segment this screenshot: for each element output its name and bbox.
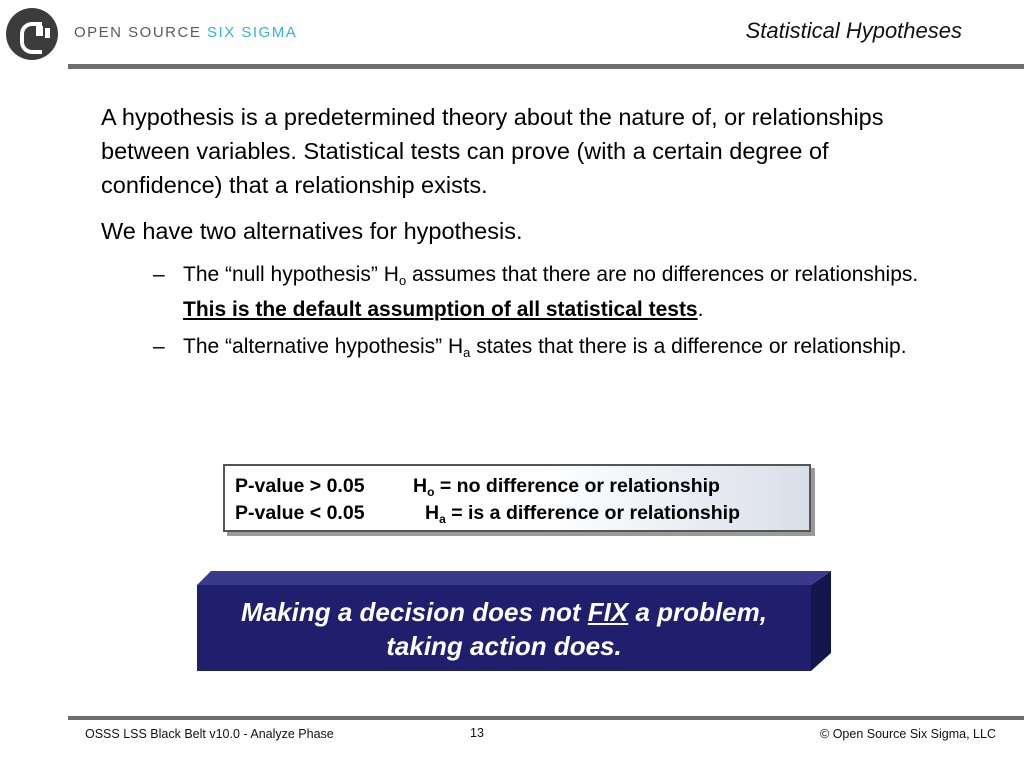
banner-top-face xyxy=(197,571,831,585)
alternatives-paragraph: We have two alternatives for hypothesis. xyxy=(101,218,523,244)
logo-bar xyxy=(36,26,43,36)
bullet-text: The “null hypothesis” H xyxy=(183,263,399,286)
hypothesis-symbol: H xyxy=(425,502,440,524)
subscript: o xyxy=(398,273,407,288)
bullet-dash: – xyxy=(153,335,165,358)
alternative-hypothesis-item xyxy=(101,332,941,367)
footer-copyright: © Open Source Six Sigma, LLC xyxy=(820,727,996,741)
subscript: a xyxy=(463,345,471,360)
brand-text: OPEN SOURCE xyxy=(74,24,208,41)
osss-logo-icon xyxy=(6,8,58,60)
page-number: 13 xyxy=(470,726,484,740)
pvalue-row-alternative xyxy=(235,502,740,526)
header-divider xyxy=(68,64,1024,69)
footer-divider xyxy=(68,716,1024,720)
logo-bar xyxy=(45,28,50,38)
pvalue-box xyxy=(223,464,811,532)
pvalue-condition: P-value < 0.05 xyxy=(235,502,365,524)
bullet-dash: – xyxy=(153,263,165,286)
default-assumption-emphasis: This is the default assumption of all statistical tests xyxy=(183,298,698,321)
brand-accent-text: SIX SIGMA xyxy=(207,24,298,41)
null-hypothesis-item xyxy=(101,260,941,324)
banner-side-face xyxy=(811,571,831,671)
subscript: o xyxy=(427,485,435,499)
banner-text xyxy=(197,595,811,663)
slide-body xyxy=(101,100,941,375)
definition-paragraph: A hypothesis is a predetermined theory about the nature of, or relationships between variables. Statistical tests can prove (with a certain degree of confidence) that a relationship exists. xyxy=(101,104,884,198)
pvalue-condition: P-value > 0.05 xyxy=(235,475,365,497)
pvalue-row-null xyxy=(235,475,720,499)
banner-line-1 xyxy=(197,595,811,629)
banner-text-part: Making a decision does not xyxy=(241,597,588,627)
hypothesis-list xyxy=(101,260,941,367)
pvalue-meaning: = no difference or relationship xyxy=(434,475,720,497)
decision-banner xyxy=(197,571,831,671)
brand-name xyxy=(74,24,297,41)
banner-line-2: taking action does. xyxy=(386,631,622,661)
bullet-text: assumes that there are no differences or relationships. xyxy=(406,263,919,286)
bullet-text: states that there is a difference or relationship. xyxy=(470,335,907,358)
slide-title: Statistical Hypotheses xyxy=(745,18,962,43)
banner-text-part: a problem, xyxy=(628,597,767,627)
subscript: a xyxy=(439,512,446,526)
bullet-text: The “alternative hypothesis” H xyxy=(183,335,464,358)
banner-fix-emphasis: FIX xyxy=(587,597,629,627)
hypothesis-symbol: H xyxy=(413,475,428,497)
bullet-text: . xyxy=(697,298,704,321)
pvalue-meaning: = is a difference or relationship xyxy=(445,502,740,524)
footer-course: OSSS LSS Black Belt v10.0 - Analyze Phase xyxy=(85,727,334,741)
